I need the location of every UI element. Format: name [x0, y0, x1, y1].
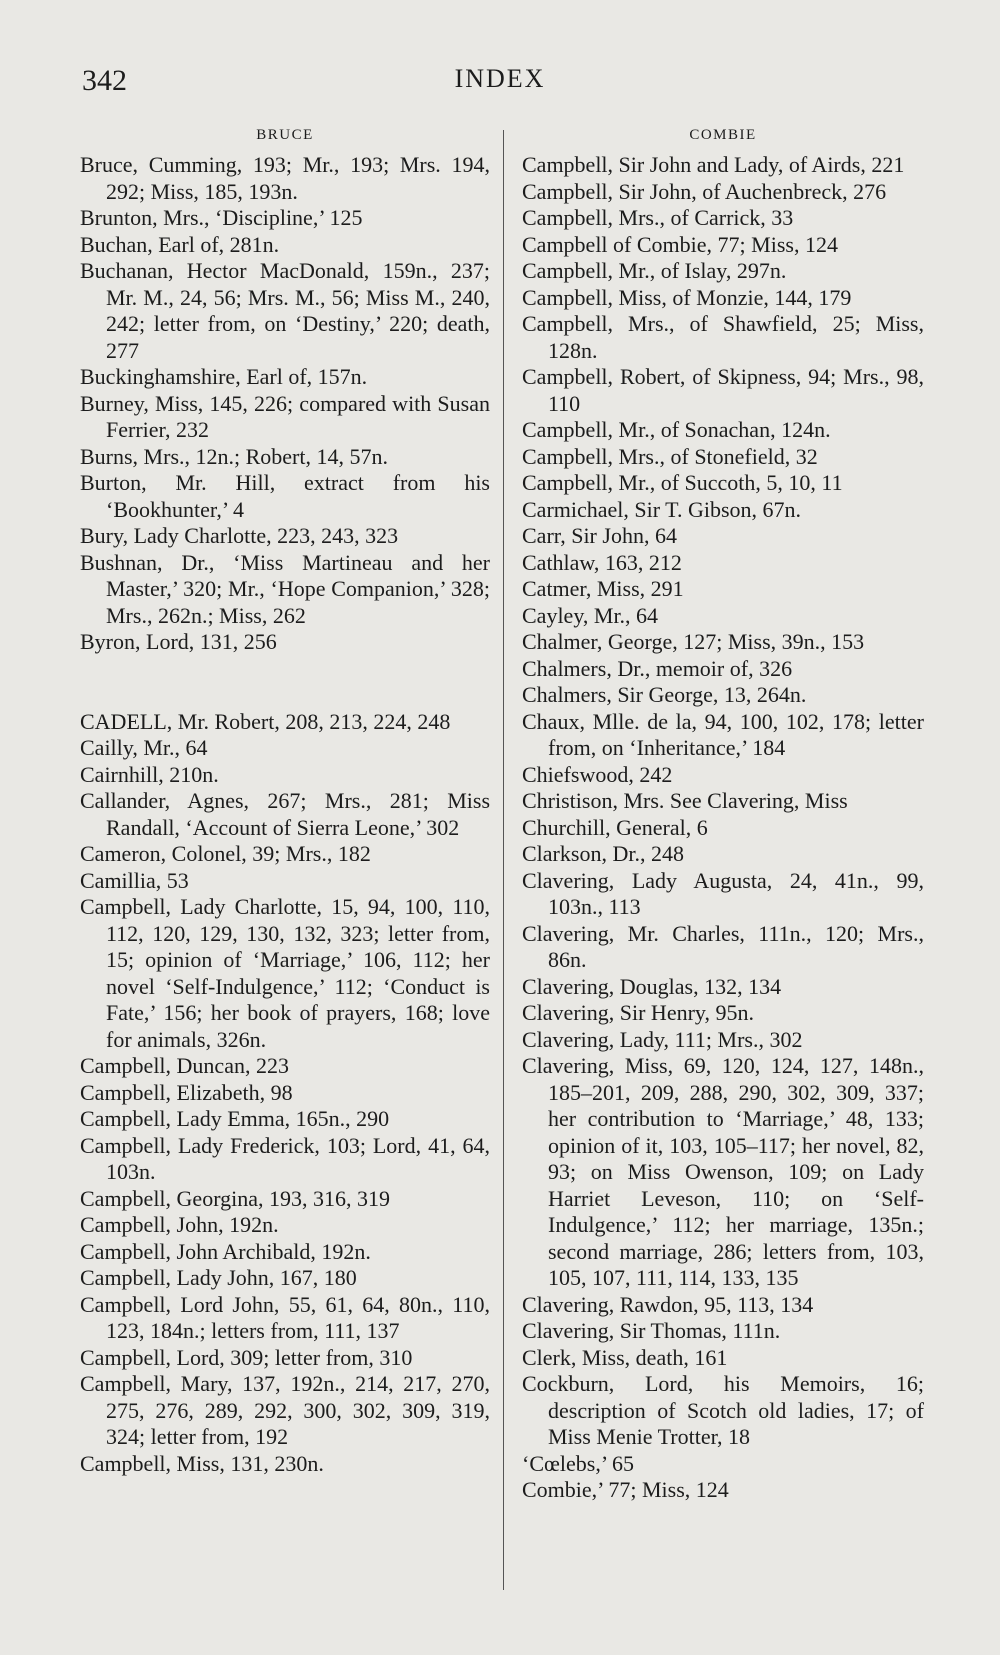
index-entry: Cairnhill, 210n. [80, 761, 219, 787]
index-entry: Combie,’ 77; Miss, 124 [522, 1477, 729, 1502]
index-entry: Clavering, Rawdon, 95, 113, 134 [522, 1291, 814, 1317]
index-entry: Christison, Mrs. See Clavering, Miss [522, 788, 848, 813]
index-entry: Chaux, Mlle. de la, 94, 100, 102, 178; letter from, on ‘Inheritance,’ 184 [522, 708, 924, 760]
index-entry: Campbell, Miss, of Monzie, 144, 179 [522, 284, 852, 310]
index-entry: Carmichael, Sir T. Gibson, 67n. [522, 496, 802, 522]
index-entry: Catmer, Miss, 291 [522, 576, 684, 601]
index-entry: Campbell, Mr., of Islay, 297n. [522, 258, 787, 283]
index-entry: Campbell, Lord, 309; letter from, 310 [80, 1344, 413, 1370]
index-entry: Callander, Agnes, 267; Mrs., 281; Miss Randall, ‘Account of Sierra Leone,’ 302 [80, 788, 490, 840]
index-entry: Campbell, John Archibald, 192n. [80, 1238, 371, 1264]
letter-gap [80, 656, 490, 709]
running-head-right: COMBIE [689, 127, 757, 143]
index-entry: Campbell, Mrs., of Carrick, 33 [522, 205, 794, 230]
index-entry: Clavering, Lady Augusta, 24, 41n., 99, 103n., 113 [522, 867, 924, 919]
index-entry: Buchanan, Hector MacDonald, 159n., 237; Mr. M., 24, 56; Mrs. M., 56; Miss M., 240, 242; letter from, on ‘Destiny,’ 220; death, 277 [80, 258, 490, 363]
index-entry: Clarkson, Dr., 248 [522, 841, 684, 866]
index-entry: Burney, Miss, 145, 226; compared with Susan Ferrier, 232 [80, 390, 490, 442]
index-entries-b [80, 152, 490, 656]
index-entry: Bruce, Cumming, 193; Mr., 193; Mrs. 194, 292; Miss, 185, 193n. [80, 152, 490, 204]
index-entry: Cameron, Colonel, 39; Mrs., 182 [80, 841, 371, 866]
index-entry: Cathlaw, 163, 212 [522, 549, 682, 575]
index-entry: Cailly, Mr., 64 [80, 735, 208, 760]
index-entry: Campbell, Lady Emma, 165n., 290 [80, 1106, 390, 1131]
index-entry: Campbell, Sir John, of Auchenbreck, 276 [522, 178, 887, 204]
index-entry: Buchan, Earl of, 281n. [80, 231, 280, 257]
index-entries-c-continued [522, 152, 924, 1504]
page-title: INDEX [454, 64, 546, 93]
index-entry: Chalmers, Sir George, 13, 264n. [522, 682, 807, 707]
index-entry: Campbell, Mr., of Succoth, 5, 10, 11 [522, 470, 843, 495]
index-entry: Campbell, Duncan, 223 [80, 1053, 289, 1078]
index-entry: Clavering, Douglas, 132, 134 [522, 973, 782, 999]
index-entry: Campbell, Sir John and Lady, of Airds, 221 [522, 152, 905, 177]
index-entry: Brunton, Mrs., ‘Discipline,’ 125 [80, 205, 363, 230]
index-column-right [522, 126, 924, 1504]
index-entry: Cockburn, Lord, his Memoirs, 16; description of Scotch old ladies, 17; of Miss Menie Trotter, 18 [522, 1371, 924, 1449]
running-head-left: BRUCE [256, 127, 314, 143]
index-entry: Clavering, Mr. Charles, 111n., 120; Mrs., 86n. [522, 920, 924, 972]
index-entry: Campbell, Elizabeth, 98 [80, 1079, 293, 1105]
index-entry: Chalmers, Dr., memoir of, 326 [522, 655, 793, 681]
index-entry: Clavering, Sir Thomas, 111n. [522, 1318, 781, 1343]
index-entry: Campbell, Mr., of Sonachan, 124n. [522, 417, 831, 442]
index-column-left [80, 126, 490, 1477]
index-entry: Clavering, Lady, 111; Mrs., 302 [522, 1026, 803, 1052]
index-entry: Carr, Sir John, 64 [522, 523, 677, 548]
index-entry: Campbell of Combie, 77; Miss, 124 [522, 231, 838, 257]
index-entry: CADELL, Mr. Robert, 208, 213, 224, 248 [80, 708, 451, 734]
index-entry: Campbell, Mrs., of Shawfield, 25; Miss, 128n. [522, 311, 924, 363]
index-entry: Campbell, Mary, 137, 192n., 214, 217, 270, 275, 276, 289, 292, 300, 302, 309, 319, 324; letter from, 192 [80, 1371, 490, 1449]
index-entry: Clerk, Miss, death, 161 [522, 1344, 728, 1370]
index-entry: Campbell, Lady Frederick, 103; Lord, 41, 64, 103n. [80, 1132, 490, 1184]
index-entry: Chalmer, George, 127; Miss, 39n., 153 [522, 629, 865, 654]
page-number: 342 [82, 64, 127, 97]
index-entry: Camillia, 53 [80, 867, 189, 893]
index-entry: Bushnan, Dr., ‘Miss Martineau and her Master,’ 320; Mr., ‘Hope Companion,’ 328; Mrs., 262n.; Miss, 262 [80, 549, 490, 628]
index-entry: Clavering, Miss, 69, 120, 124, 127, 148n., 185–201, 209, 288, 290, 302, 309, 337; her contribution to ‘Marriage,’ 48, 133; opinion of it, 103, 105–117; her novel, 82, 93; on Miss Owenson, 109; on Lady Harriet Leveson, 110; on ‘Self-Indulgence,’ 112; her marriage, 135n.; second marriage, 286; letters from, 103, 105, 107, 111, 114, 133, 135 [522, 1053, 924, 1290]
index-entry: Campbell, Lady John, 167, 180 [80, 1265, 357, 1290]
column-divider [503, 130, 504, 1590]
index-entry: Campbell, Georgina, 193, 316, 319 [80, 1185, 390, 1211]
index-entry: Chiefswood, 242 [522, 761, 673, 787]
index-entry: Buckinghamshire, Earl of, 157n. [80, 364, 368, 389]
index-entry: Burton, Mr. Hill, extract from his ‘Bookhunter,’ 4 [80, 470, 490, 522]
index-entries-c [80, 709, 490, 1478]
index-entry: Campbell, Mrs., of Stonefield, 32 [522, 443, 818, 469]
index-entry: Burns, Mrs., 12n.; Robert, 14, 57n. [80, 443, 388, 469]
index-entry: Cayley, Mr., 64 [522, 602, 659, 628]
index-entry: Clavering, Sir Henry, 95n. [522, 1000, 754, 1025]
index-entry: Campbell, Miss, 131, 230n. [80, 1450, 324, 1476]
index-entry: Bury, Lady Charlotte, 223, 243, 323 [80, 523, 399, 548]
index-entry: Byron, Lord, 131, 256 [80, 629, 277, 654]
index-entry: Campbell, Robert, of Skipness, 94; Mrs., 98, 110 [522, 364, 924, 416]
index-entry: Campbell, Lady Charlotte, 15, 94, 100, 110, 112, 120, 129, 130, 132, 323; letter from, 15; opinion of ‘Marriage,’ 106, 112; her novel ‘Self-Indulgence,’ 112; ‘Conduct is Fate,’ 156; her book of prayers, 168; love for animals, 326n. [80, 894, 490, 1052]
index-entry: ‘Cœlebs,’ 65 [522, 1450, 635, 1476]
index-entry: Churchill, General, 6 [522, 814, 708, 840]
index-entry: Campbell, Lord John, 55, 61, 64, 80n., 110, 123, 184n.; letters from, 111, 137 [80, 1291, 490, 1343]
index-entry: Campbell, John, 192n. [80, 1212, 279, 1237]
